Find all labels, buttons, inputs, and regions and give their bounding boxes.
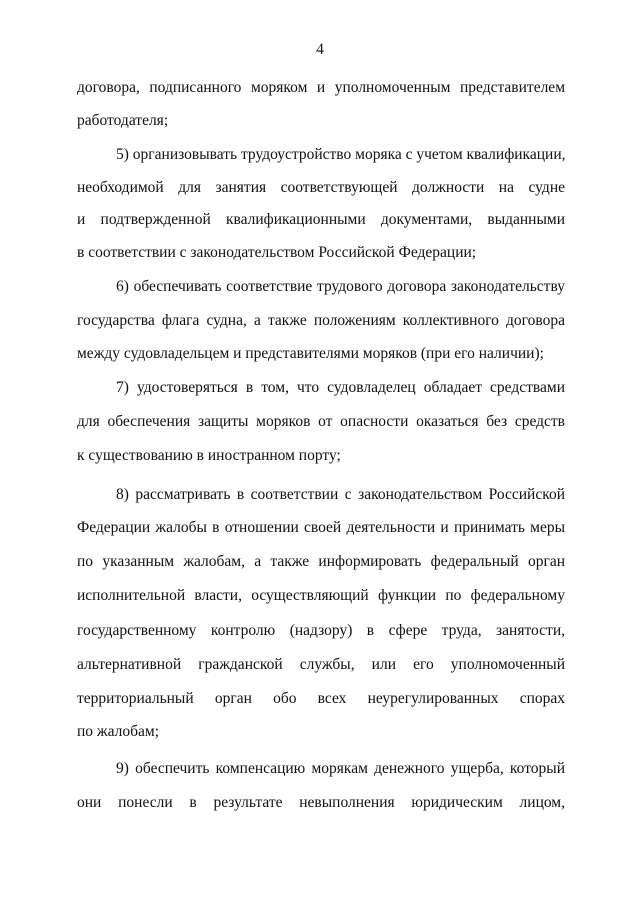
text-line: работодателя; — [77, 112, 169, 129]
text-line: альтернативной гражданской службы, или его уполномоченный — [77, 656, 565, 673]
page-number: 4 — [316, 41, 324, 58]
text-line: территориальный орган обо всех неурегулированных спорах — [77, 690, 565, 707]
text-line: государственному контролю (надзору) в сфере труда, занятости, — [77, 622, 565, 639]
text-line: к существованию в иностранном порту; — [77, 447, 341, 464]
paragraph-start-line: 5) организовывать трудоустройство моряка с учетом квалификации, — [116, 146, 565, 163]
text-line: государства флага судна, а также положениям коллективного договора — [77, 312, 565, 329]
text-line: по указанным жалобам, а также информировать федеральный орган — [77, 553, 565, 570]
paragraph-start-line: 7) удостоверяться в том, что судовладелец обладает средствами — [116, 379, 565, 396]
text-line: Федерации жалобы в отношении своей деятельности и принимать меры — [77, 519, 565, 536]
text-line: для обеспечения защиты моряков от опасности оказаться без средств — [77, 413, 565, 430]
text-line: между судовладельцем и представителями моряков (при его наличии); — [77, 345, 544, 362]
text-line: и подтвержденной квалификационными документами, выданными — [77, 211, 565, 228]
paragraph-start-line: 8) рассматривать в соответствии с законодательством Российской — [116, 486, 565, 503]
text-line: они понесли в результате невыполнения юридическим лицом, — [77, 794, 565, 811]
text-line: исполнительной власти, осуществляющий функции по федеральному — [77, 587, 565, 604]
text-line: по жалобам; — [77, 723, 160, 740]
paragraph-start-line: 9) обеспечить компенсацию морякам денежного ущерба, который — [116, 760, 565, 777]
text-line: необходимой для занятия соответствующей должности на судне — [77, 179, 565, 196]
text-line: в соответствии с законодательством Российской Федерации; — [77, 244, 477, 261]
paragraph-start-line: 6) обеспечивать соответствие трудового договора законодательству — [116, 278, 565, 295]
text-line: договора, подписанного моряком и уполномоченным представителем — [77, 79, 565, 96]
